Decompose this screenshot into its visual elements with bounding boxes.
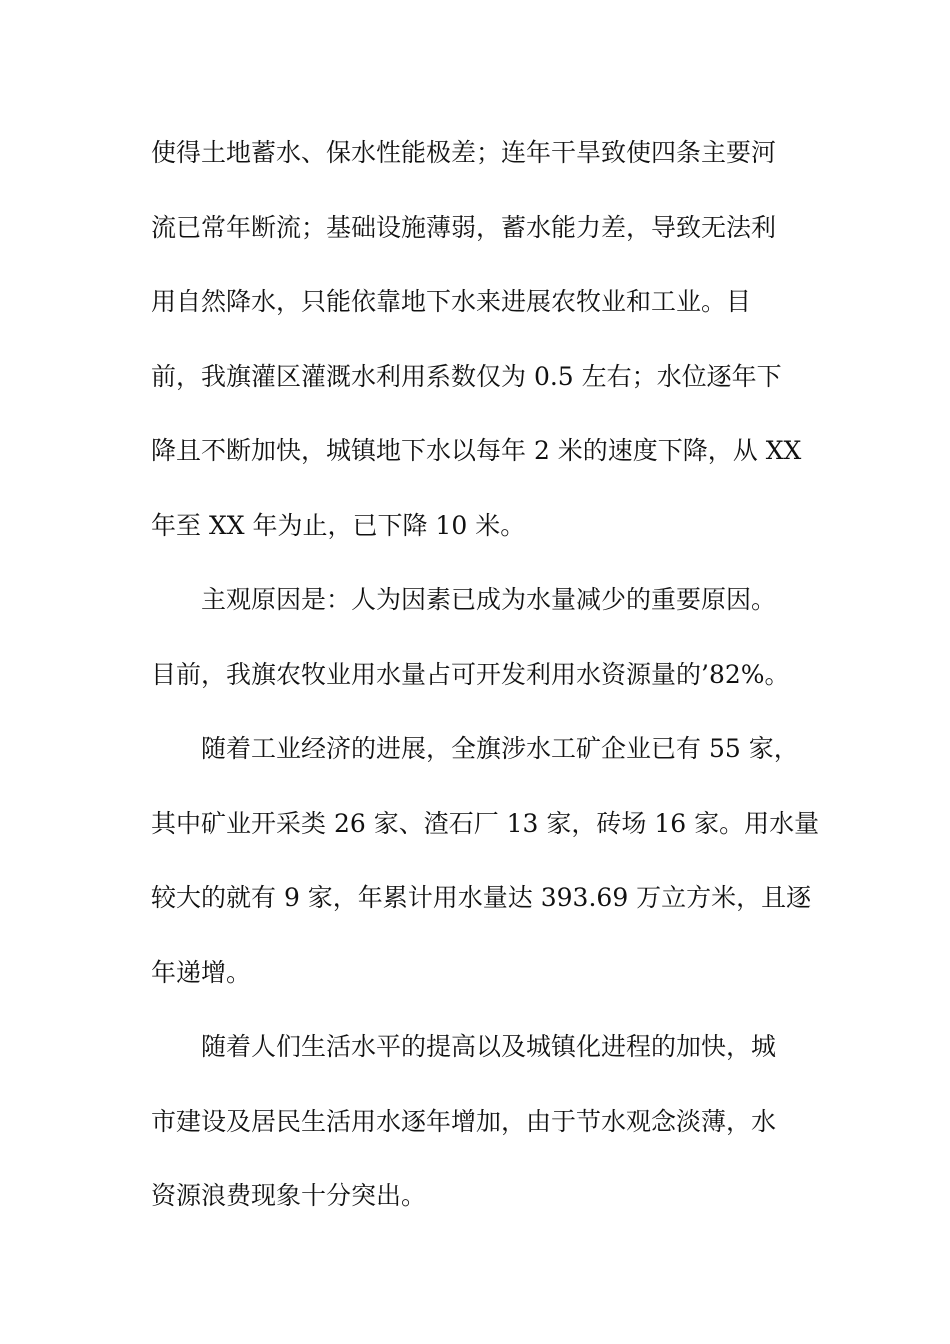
text-line: 其中矿业开采类 26 家、渣石厂 13 家，砖场 16 家。用水量 <box>151 808 820 838</box>
text-line: 目前，我旗农牧业用水量占可开发利用水资源量的’82%。 <box>151 659 790 689</box>
text-line: 较大的就有 9 家，年累计用水量达 393.69 万立方米，且逐 <box>151 883 812 912</box>
paragraph-start-line: 主观原因是：人为因素已成为水量减少的重要原因。 <box>201 585 777 614</box>
text-line: 用自然降水，只能依靠地下水来进展农牧业和工业。目 <box>151 287 752 316</box>
text-line: 使得土地蓄水、保水性能极差；连年干旱致使四条主要河 <box>151 138 777 167</box>
text-line: 年递增。 <box>151 957 252 987</box>
text-line: 前，我旗灌区灌溉水利用系数仅为 0.5 左右；水位逐年下 <box>151 361 782 391</box>
text-line: 降且不断加快，城镇地下水以每年 2 米的速度下降，从 XX <box>151 436 802 465</box>
text-line: 流已常年断流；基础设施薄弱，蓄水能力差，导致无法利 <box>151 212 777 242</box>
text-line: 年至 XX 年为止，已下降 10 米。 <box>151 510 526 540</box>
text-line: 市建设及居民生活用水逐年增加，由于节水观念淡薄，水 <box>151 1106 777 1136</box>
paragraph-start-line: 随着工业经济的进展，全旗涉水工矿企业已有 55 家， <box>201 734 799 763</box>
paragraph-start-line: 随着人们生活水平的提高以及城镇化进程的加快，城 <box>201 1032 777 1061</box>
text-line: 资源浪费现象十分突出。 <box>151 1181 427 1210</box>
body-text <box>151 128 820 1246</box>
